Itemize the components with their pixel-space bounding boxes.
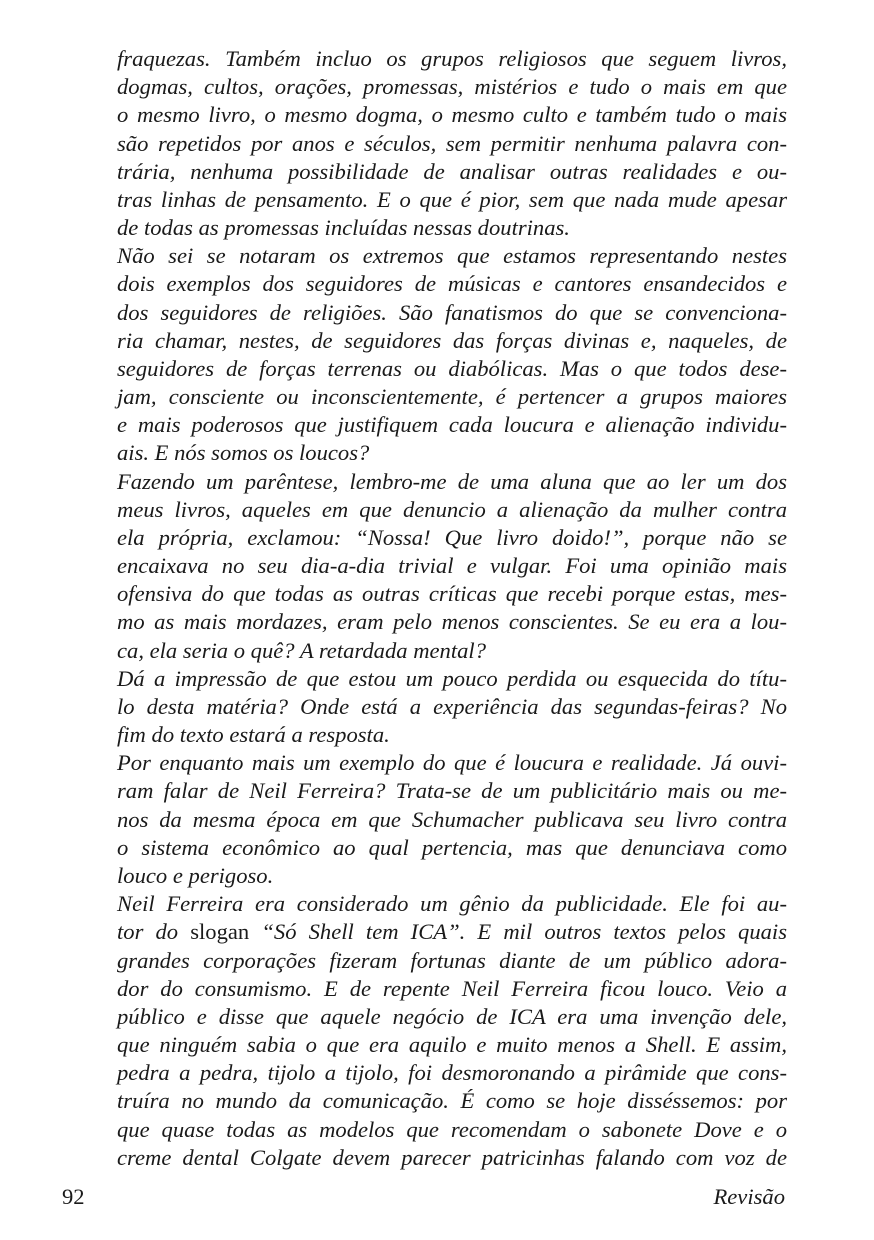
text-line: ela própria, exclamou: “Nossa! Que livro doido!”, porque não se [117, 524, 787, 550]
text-line [117, 918, 787, 946]
slogan-term: slogan [190, 919, 250, 945]
body-text [117, 45, 787, 1172]
text-line: o sistema econômico ao qual pertencia, mas que denunciava como [117, 834, 787, 860]
text-line: Fazendo um parêntese, lembro-me de uma aluna que ao ler um dos [117, 468, 787, 494]
text-line: fraquezas. Também incluo os grupos religiosos que seguem livros, [117, 46, 787, 71]
text-line: truíra no mundo da comunicação. É como se hoje disséssemos: por [117, 1088, 787, 1114]
text-line: ca, ela seria o quê? A retardada mental? [117, 637, 486, 663]
text-line: dogmas, cultos, orações, promessas, mistérios e tudo o mais em que [117, 74, 787, 100]
text-line: lo desta matéria? Onde está a experiência das segundas-feiras? No [117, 693, 787, 719]
text-line: dor do consumismo. E de repente Neil Ferreira ficou louco. Veio a [117, 975, 787, 1001]
text-line: público e disse que aquele negócio de ICA era uma invenção dele, [117, 1003, 787, 1029]
text-line: Não sei se notaram os extremos que estamos representando nestes [117, 243, 787, 269]
text-line: grandes corporações fizeram fortunas diante de um público adora- [117, 947, 787, 973]
text-line: louco e perigoso. [117, 862, 274, 888]
text-line: meus livros, aqueles em que denuncio a alienação da mulher contra [117, 496, 787, 522]
text-line: dos seguidores de religiões. São fanatismos do que se convenciona- [117, 299, 787, 325]
text-segment: tor do [117, 919, 191, 945]
running-title: Revisão [713, 1184, 785, 1209]
text-segment: “Só Shell tem ICA”. E mil outros textos pelos quais [249, 919, 787, 945]
text-line: nos da mesma época em que Schumacher publicava seu livro contra [117, 806, 787, 832]
page-number: 92 [62, 1184, 85, 1209]
text-line: encaixava no seu dia-a-dia trivial e vulgar. Foi uma opinião mais [117, 553, 787, 579]
text-line: ram falar de Neil Ferreira? Trata-se de um publicitário mais ou me- [117, 778, 787, 804]
text-line: Dá a impressão de que estou um pouco perdida ou esquecida do títu- [117, 665, 787, 691]
text-line: Por enquanto mais um exemplo do que é loucura e realidade. Já ouvi- [117, 750, 787, 776]
text-line: e mais poderosos que justifiquem cada loucura e alienação individu- [117, 412, 787, 438]
text-line: de todas as promessas incluídas nessas doutrinas. [117, 215, 570, 241]
text-line: ria chamar, nestes, de seguidores das forças divinas e, naqueles, de [117, 327, 787, 353]
text-line: pedra a pedra, tijolo a tijolo, foi desmoronando a pirâmide que cons- [117, 1060, 787, 1086]
text-line: são repetidos por anos e séculos, sem permitir nenhuma palavra con- [117, 130, 787, 156]
text-line: que quase todas as modelos que recomendam o sabonete Dove e o [117, 1116, 787, 1142]
text-line: fim do texto estará a resposta. [117, 722, 390, 748]
text-line: dois exemplos dos seguidores de músicas e cantores ensandecidos e [117, 271, 787, 297]
text-line: que ninguém sabia o que era aquilo e muito menos a Shell. E assim, [117, 1032, 787, 1058]
text-line: Neil Ferreira era considerado um gênio da publicidade. Ele foi au- [117, 891, 787, 917]
text-line: creme dental Colgate devem parecer patricinhas falando com voz de [117, 1144, 787, 1170]
text-line: seguidores de forças terrenas ou diabólicas. Mas o que todos dese- [117, 355, 787, 381]
text-line: trária, nenhuma possibilidade de analisar outras realidades e ou- [117, 158, 787, 184]
text-line: o mesmo livro, o mesmo dogma, o mesmo culto e também tudo o mais [117, 102, 787, 128]
text-line: tras linhas de pensamento. E o que é pior, sem que nada mude apesar [117, 186, 787, 212]
text-line: mo as mais mordazes, eram pelo menos conscientes. Se eu era a lou- [117, 609, 787, 635]
text-line: ais. E nós somos os loucos? [117, 440, 370, 466]
text-line: jam, consciente ou inconscientemente, é pertencer a grupos maiores [117, 384, 787, 410]
text-line: ofensiva do que todas as outras críticas que recebi porque estas, mes- [117, 581, 787, 607]
